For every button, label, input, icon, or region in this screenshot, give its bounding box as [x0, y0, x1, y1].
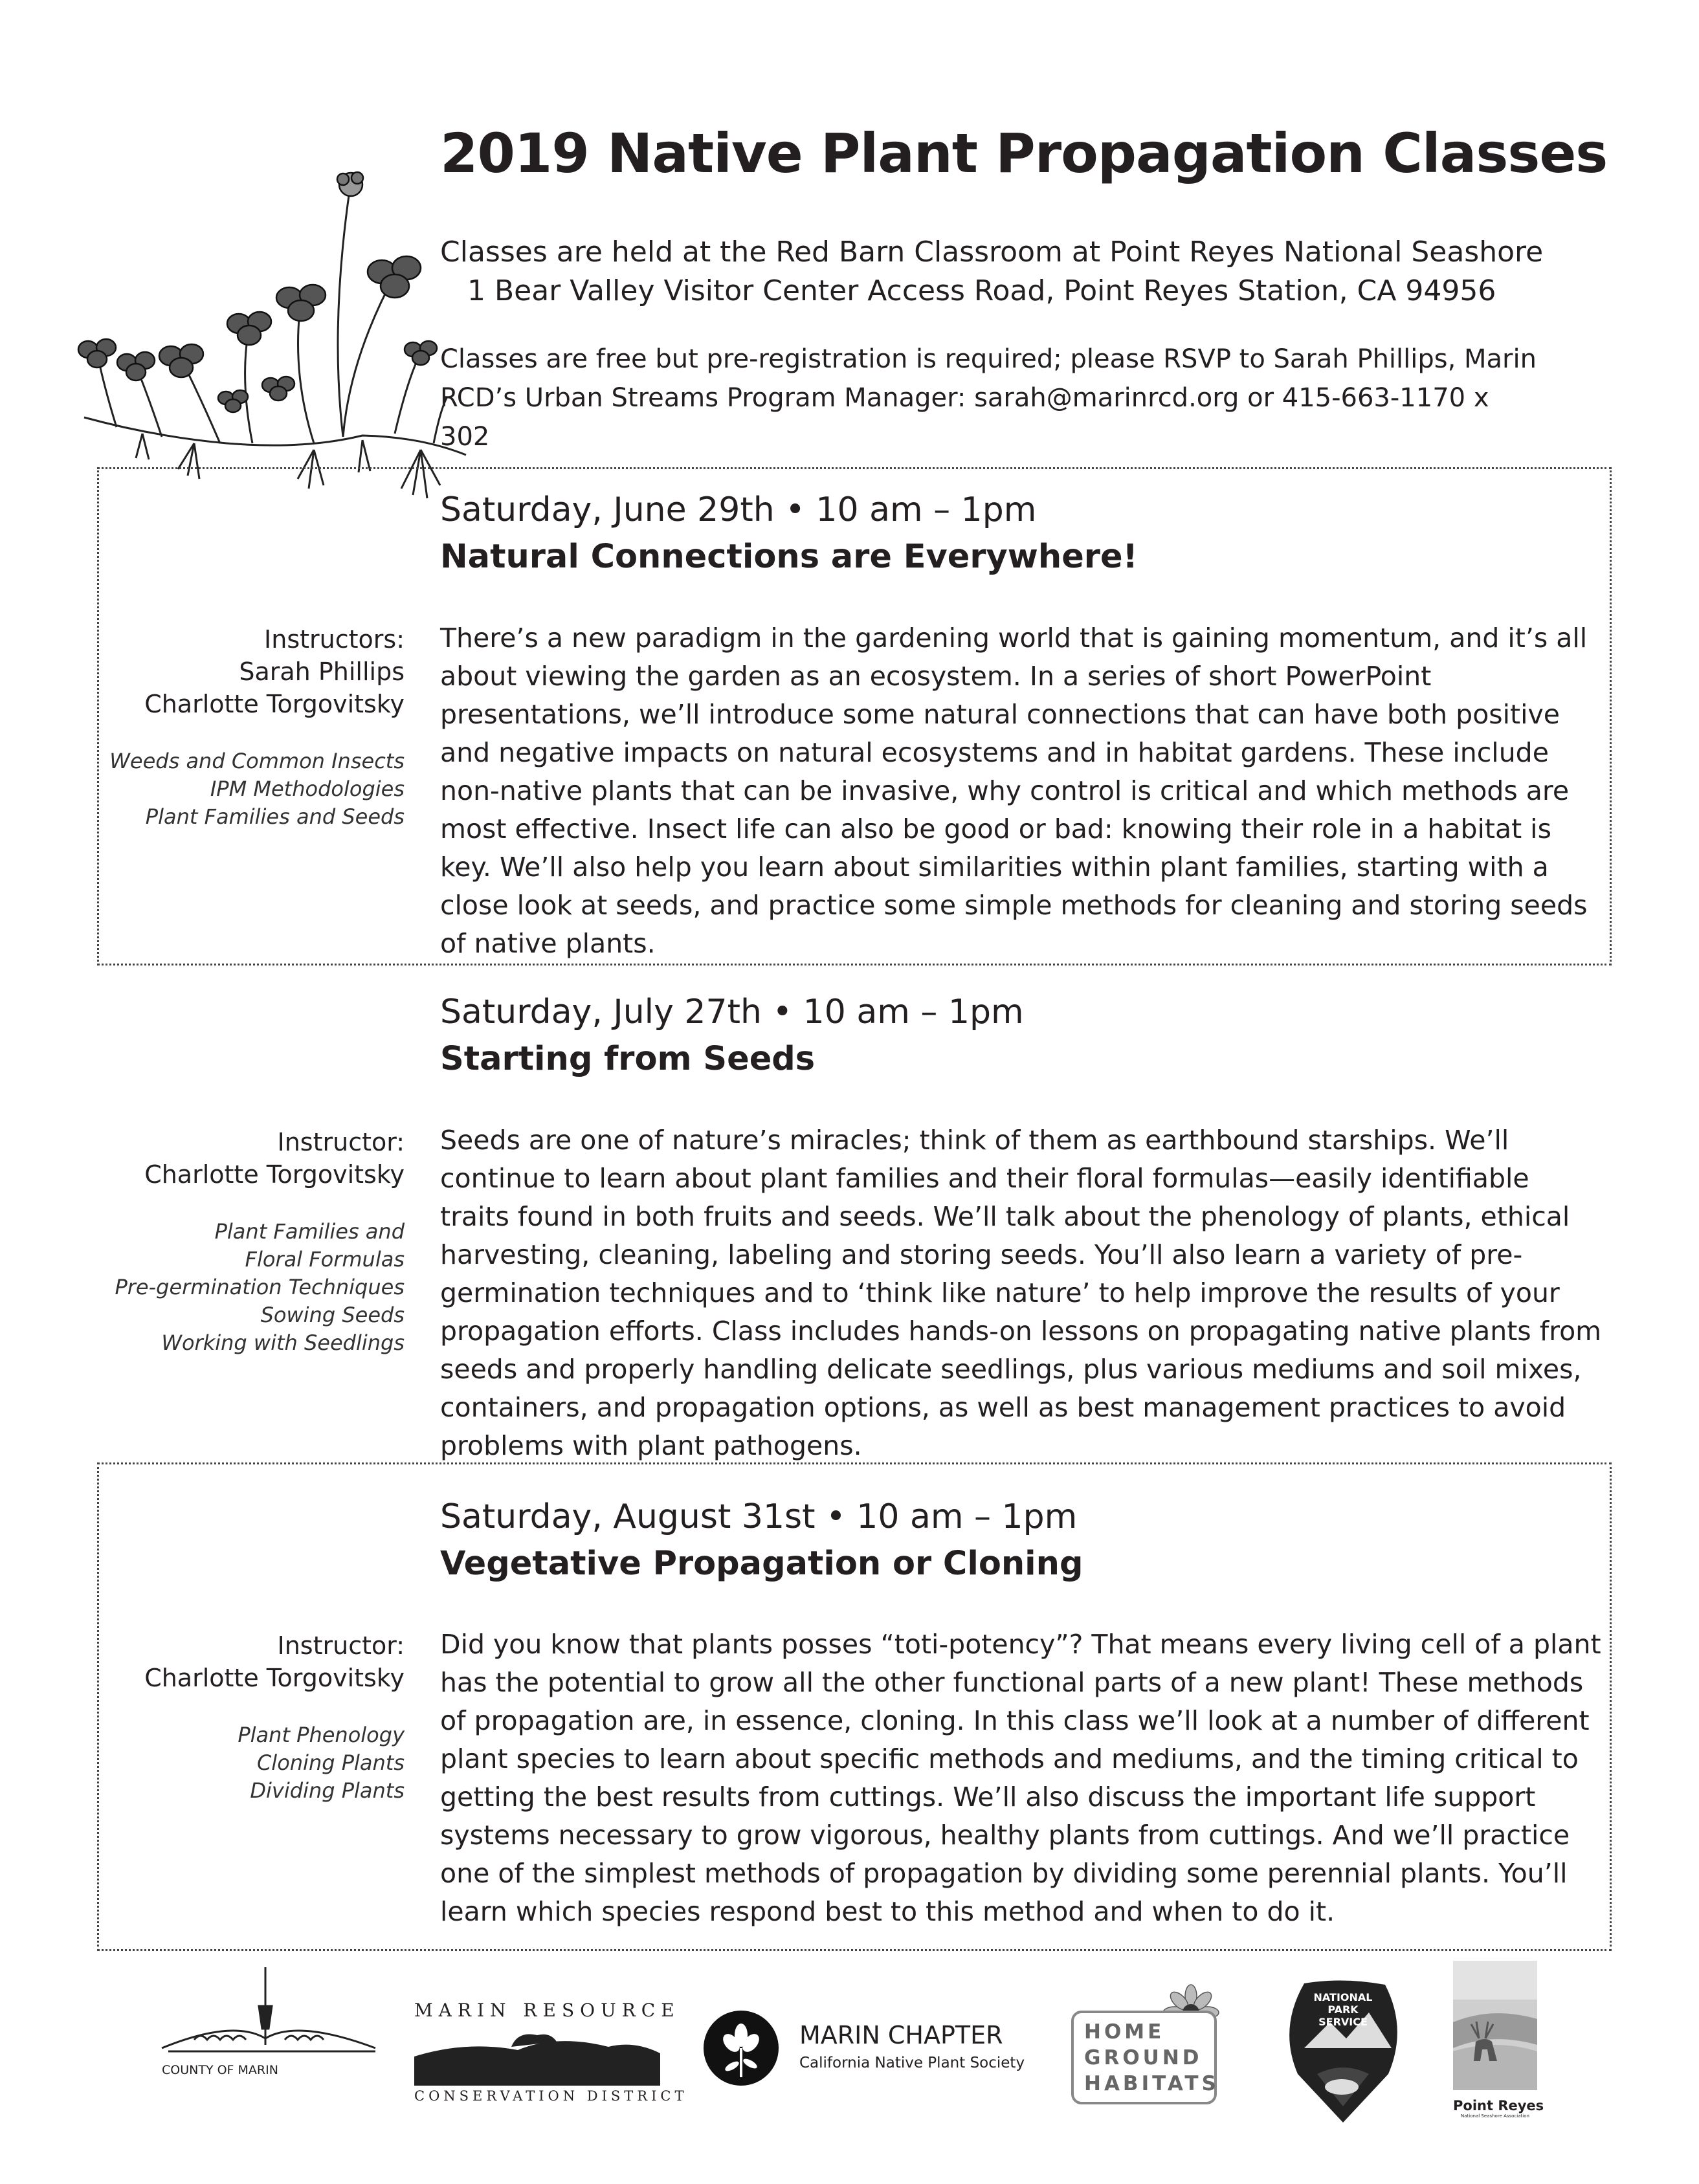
county-of-marin-logo	[155, 1967, 388, 2084]
instructor-name: Charlotte Torgovitsky	[144, 690, 405, 718]
topic-item: Plant Families and	[214, 1219, 405, 1244]
instructor-label: Instructors:	[264, 625, 405, 654]
venue-line-1: Classes are held at the Red Barn Classroom at Point Reyes National Seashore	[440, 236, 1544, 269]
cnps-subtitle: California Native Plant Society	[799, 2055, 1025, 2071]
class-1-description: There’s a new paradigm in the gardening world that is gaining momentum, and it’s all about viewing the garden as an ecosystem. In a series of short PowerPoint presentations, we’ll introduce some natural connections that can have both positive and negative impacts on natural ecosystems and in habitat gardens. These include non-native plants that can be invasive, why control is critical and which methods are most effective. Insect life can also be good or bad: knowing their role in a habitat is key. We’ll also help you learn about similarities within plant families, starting with a close look at seeds, and practice some simple methods for cleaning and storing seeds of native plants.	[440, 623, 1588, 959]
topic-item: IPM Methodologies	[210, 777, 405, 801]
hgh-line: HABITATS	[1084, 2072, 1219, 2095]
topic-item: Pre-germination Techniques	[115, 1275, 405, 1299]
class-2-instructors	[68, 1126, 405, 1191]
topic-item: Sowing Seeds	[260, 1303, 405, 1327]
rcd-logo-top-text: MARIN RESOURCE	[414, 2000, 680, 2021]
class-3-topics	[68, 1721, 405, 1805]
clover-plant-illustration	[58, 165, 472, 508]
instructor-label: Instructor:	[277, 1128, 405, 1156]
instructor-name: Charlotte Torgovitsky	[144, 1664, 405, 1692]
rcd-logo-bottom-text: CONSERVATION DISTRICT	[414, 2088, 688, 2104]
nps-line: NATIONAL	[1313, 1991, 1373, 2003]
class-1-sidebar	[68, 623, 405, 831]
point-reyes-subtitle: National Seashore Association	[1461, 2113, 1529, 2119]
class-3-instructors	[68, 1629, 405, 1694]
county-logo-text: COUNTY OF MARIN	[162, 2063, 278, 2077]
class-2-datetime: Saturday, July 27th • 10 am – 1pm	[440, 993, 1024, 1031]
topic-item: Working with Seedlings	[161, 1330, 405, 1355]
marin-rcd-logo	[414, 2000, 688, 2116]
cnps-title: MARIN CHAPTER	[799, 2021, 1003, 2049]
topic-item: Plant Phenology	[238, 1723, 405, 1747]
nps-arrowhead-logo	[1278, 1977, 1408, 2126]
nps-line: PARK	[1327, 2003, 1359, 2016]
nps-text	[1278, 1991, 1408, 2028]
class-1-title: Natural Connections are Everywhere!	[440, 538, 1138, 576]
civic-center-icon	[155, 1967, 388, 2064]
class-3-title: Vegetative Propagation or Cloning	[440, 1545, 1083, 1583]
cnps-marin-logo	[702, 2009, 1065, 2093]
topic-item: Weeds and Common Insects	[109, 749, 405, 773]
topic-item: Cloning Plants	[256, 1750, 405, 1775]
class-2-title: Starting from Seeds	[440, 1040, 816, 1078]
elk-landscape-icon	[1453, 1961, 1537, 2090]
point-reyes-logo	[1453, 1961, 1544, 2135]
instructor-label: Instructor:	[277, 1631, 405, 1660]
class-3-sidebar	[68, 1629, 405, 1805]
nps-line: SERVICE	[1318, 2016, 1368, 2028]
class-3-datetime: Saturday, August 31st • 10 am – 1pm	[440, 1497, 1078, 1536]
flower-emblem-icon	[702, 2009, 780, 2087]
topic-item: Plant Families and Seeds	[145, 804, 405, 829]
rsvp-text: Classes are free but pre-registration is required; please RSVP to Sarah Phillips, Marin RCD’s Urban Streams Program Manager: sarah@marinrcd.org or 415-663-1170 x 302	[440, 344, 1537, 452]
venue-line-2: 1 Bear Valley Visitor Center Access Road, Point Reyes Station, CA 94956	[467, 274, 1496, 307]
hgh-line: HOME	[1084, 2020, 1165, 2044]
class-1-topics	[68, 747, 405, 831]
instructor-name: Charlotte Torgovitsky	[144, 1160, 405, 1189]
class-2-topics	[68, 1218, 405, 1357]
class-2-description: Seeds are one of nature’s miracles; think of them as earthbound starships. We’ll continue to learn about plant families and their floral formulas—easily identifiable traits found in both fruits and seeds. We’ll talk about the phenology of plants, ethical harvesting, cleaning, labeling and storing seeds. You’ll also learn a variety of pre-germination techniques and to ‘think like nature’ to help improve the results of your propagation efforts. Class includes hands-on lessons on propagating native plants from seeds and properly handling delicate seedlings, plus various mediums and soil mixes, containers, and propagation options, as well as best management practices to avoid problems with plant pathogens.	[440, 1125, 1602, 1461]
hgh-line: GROUND	[1084, 2046, 1203, 2069]
topic-item: Dividing Plants	[250, 1778, 405, 1803]
class-1-instructors	[68, 623, 405, 720]
landscape-icon	[414, 2021, 660, 2086]
point-reyes-title: Point Reyes	[1453, 2098, 1544, 2113]
hgh-text	[1084, 2019, 1219, 2097]
class-2-sidebar	[68, 1126, 405, 1357]
home-ground-habitats-logo	[1071, 1983, 1227, 2106]
class-3-description: Did you know that plants posses “toti-potency”? That means every living cell of a plant has the potential to grow all the other functional parts of a new plant! These methods of propagation are, in essence, cloning. In this class we’ll look at a number of different plant species to learn about specific methods and mediums, and the timing critical to getting the best results from cuttings. We’ll also discuss the important life support systems necessary to grow vigorous, healthy plants from cuttings. And we’ll practice one of the simplest methods of propagation by dividing some perennial plants. You’ll learn which species respond best to this method and when to do it.	[440, 1629, 1601, 1927]
class-1-datetime: Saturday, June 29th • 10 am – 1pm	[440, 491, 1037, 529]
page-title: 2019 Native Plant Propagation Classes	[440, 122, 1608, 185]
topic-item: Floral Formulas	[245, 1247, 405, 1272]
instructor-name: Sarah Phillips	[239, 657, 405, 686]
